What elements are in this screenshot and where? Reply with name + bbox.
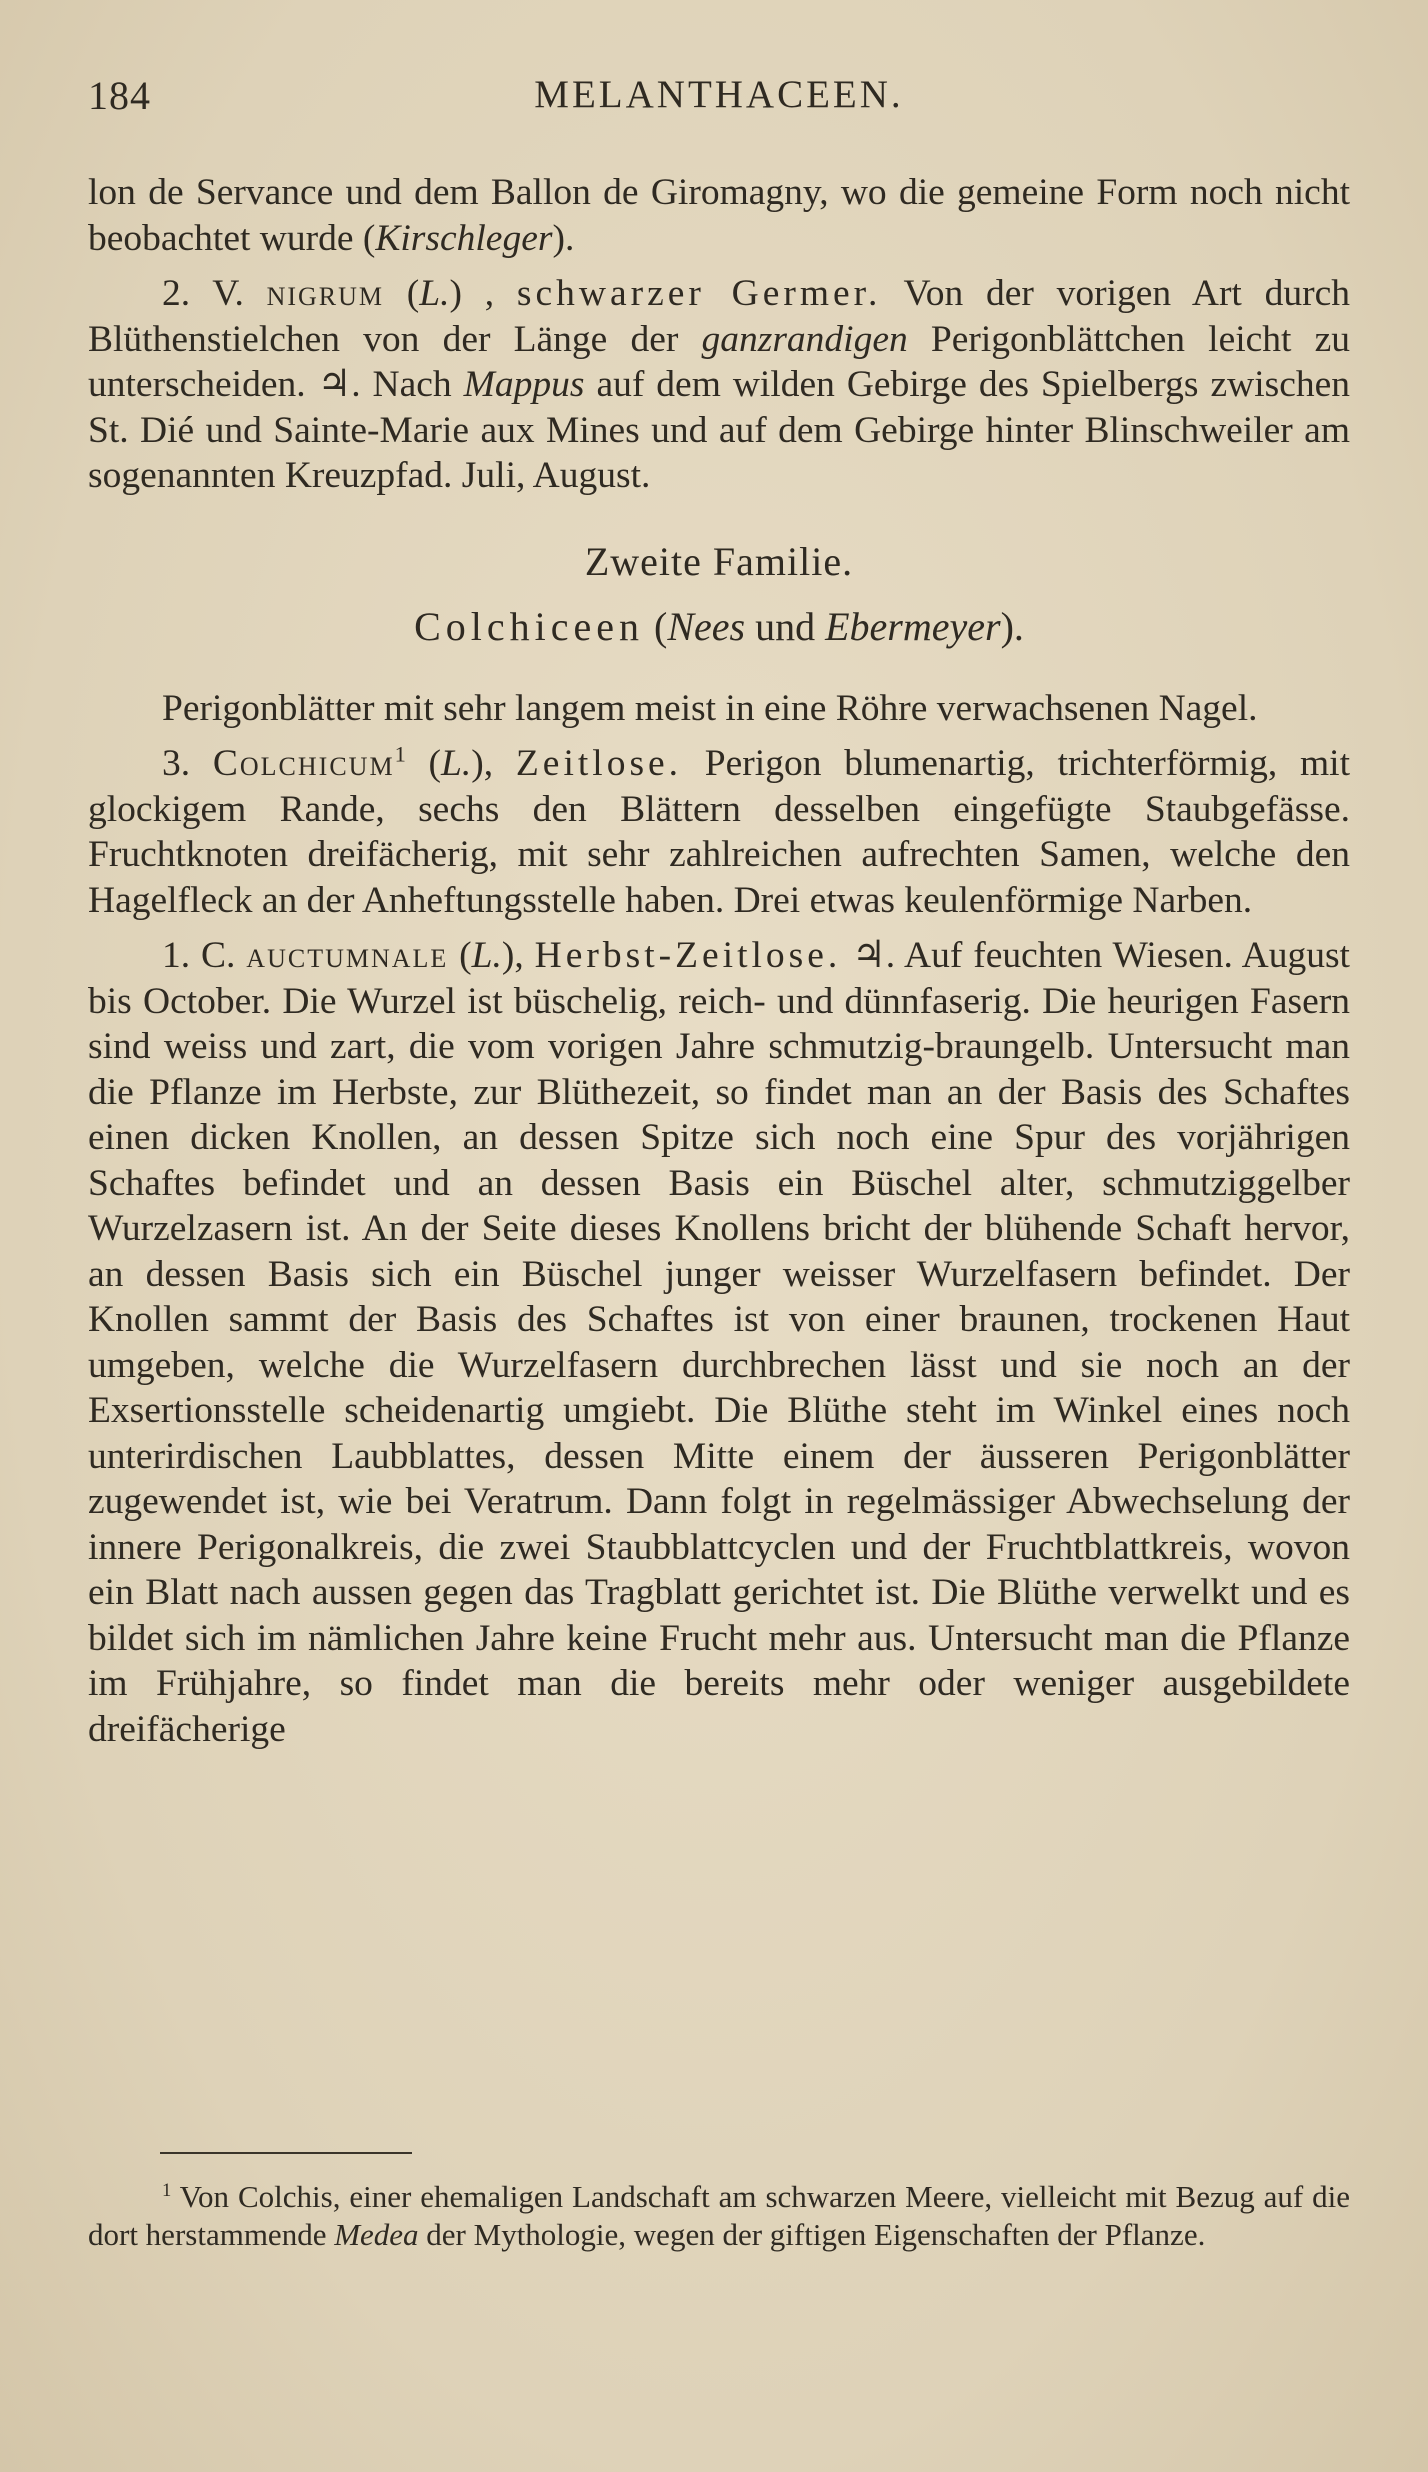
- family-heading: Zweite Familie.: [584, 538, 854, 584]
- footnote: $^1$ Von Colchis, einer ehemaligen Landschaft am schwarzen Meere, vielleicht mit Bezug auf die dort herstammende Medea der Mythologie, wegen der giftigen Eigenschaften der Pflanze.: [88, 2179, 1350, 2252]
- footnote-marker: 1: [162, 2179, 172, 2201]
- species-name: nigrum: [266, 273, 385, 314]
- common-name: Herbst-Zeitlose.: [534, 935, 842, 976]
- species-number: 1. C.: [162, 935, 247, 976]
- author-citation: Kirschleger: [375, 217, 553, 259]
- running-title: MELANTHACEEN.: [534, 73, 904, 116]
- species-name: auctumnale: [246, 935, 449, 976]
- family-name-heading: Colchiceen (Nees und Ebermeyer).: [414, 604, 1024, 649]
- genus-entry-colchicum: 3. Colchicum$^1$ (L.), Zeitlose. Perigon blumenartig, trichterförmig, mit glockigem Rande, sechs den Blättern desselben eingefügte Staubgefässe. Fruchtknoten dreifächerig, mit sehr zahlreichen aufrechten Samen, welche den Hagelfleck an der Anheftungsstelle haben. Drei etwas keulenförmige Narben.: [88, 741, 1350, 921]
- main-text: [88, 170, 1350, 1752]
- family-name: Colchiceen: [414, 604, 645, 649]
- footnote-divider: [160, 2152, 412, 2154]
- footnote-ref: 1: [394, 741, 406, 767]
- genus-number: 3.: [162, 743, 213, 784]
- authority: L.: [419, 273, 450, 314]
- family-description: Perigonblätter mit sehr langem meist in eine Röhre verwachsenen Nagel.: [162, 687, 1258, 729]
- species-number: 2. V.: [162, 273, 267, 314]
- page-header: [88, 72, 1350, 122]
- common-name: schwarzer Germer.: [516, 273, 882, 314]
- species-entry-veratrum-nigrum: 2. V. nigrum (L.) , schwarzer Germer. Von der vorigen Art durch Blüthenstielchen von der Länge der ganzrandigen Perigonblättchen leicht zu unterscheiden. ♃. Nach Mappus auf dem wilden Gebirge des Spielbergs zwischen St. Dié und Sainte-Marie aux Mines und auf dem Gebirge hinter Blinschweiler am sogenannten Kreuzpfad. Juli, August.: [88, 273, 1351, 496]
- genus-name: Colchicum: [212, 743, 395, 784]
- footnotes: [88, 2178, 1350, 2254]
- common-name: Zeitlose.: [515, 743, 683, 784]
- paragraph-continuation: lon de Servance und dem Ballon de Giromagny, wo die gemeine Form noch nicht beobachtet wurde (Kirschleger).: [88, 172, 1350, 259]
- species-entry-colchicum-auctumnale: 1. C. auctumnale (L.), Herbst-Zeitlose. ♃. Auf feuchten Wiesen. August bis October. Die Wurzel ist büschelig, reich- und dünnfaserig. Die heurigen Fasern sind weiss und zart, die vom vorigen Jahre schmutzig-braungelb. Untersucht man die Pflanze im Herbste, zur Blüthezeit, so findet man an der Basis des Schaftes einen dicken Knollen, an dessen Spitze sich noch eine Spur des vorjährigen Schaftes befindet und an dessen Basis ein Büschel alter, schmutziggelber Wurzelzasern ist. An der Seite dieses Knollens bricht der blühende Schaft hervor, an dessen Basis sich ein Büschel junger weisser Wurzelfasern befindet. Der Knollen sammt der Basis des Schaftes ist von einer braunen, trockenen Haut umgeben, welche die Wurzelfasern durchbrechen lässt und sie noch an der Exsertionsstelle scheidenartig umgiebt. Die Blüthe steht im Winkel eines noch unterirdischen Laubblattes, dessen Mitte einem der äusseren Perigonblätter zugewendet ist, wie bei Veratrum. Dann folgt in regelmässiger Abwechselung der innere Perigonalkreis, die zwei Staubblattcyclen und der Fruchtblattkreis, wovon ein Blatt nach aussen gegen das Tragblatt gerichtet ist. Die Blüthe verwelkt und es bildet sich im nämlichen Jahre keine Frucht mehr aus. Untersucht man die Pflanze im Frühjahre, so findet man die bereits mehr oder weniger ausgebildete dreifächerige: [88, 935, 1350, 1750]
- page-number: 184: [88, 73, 151, 118]
